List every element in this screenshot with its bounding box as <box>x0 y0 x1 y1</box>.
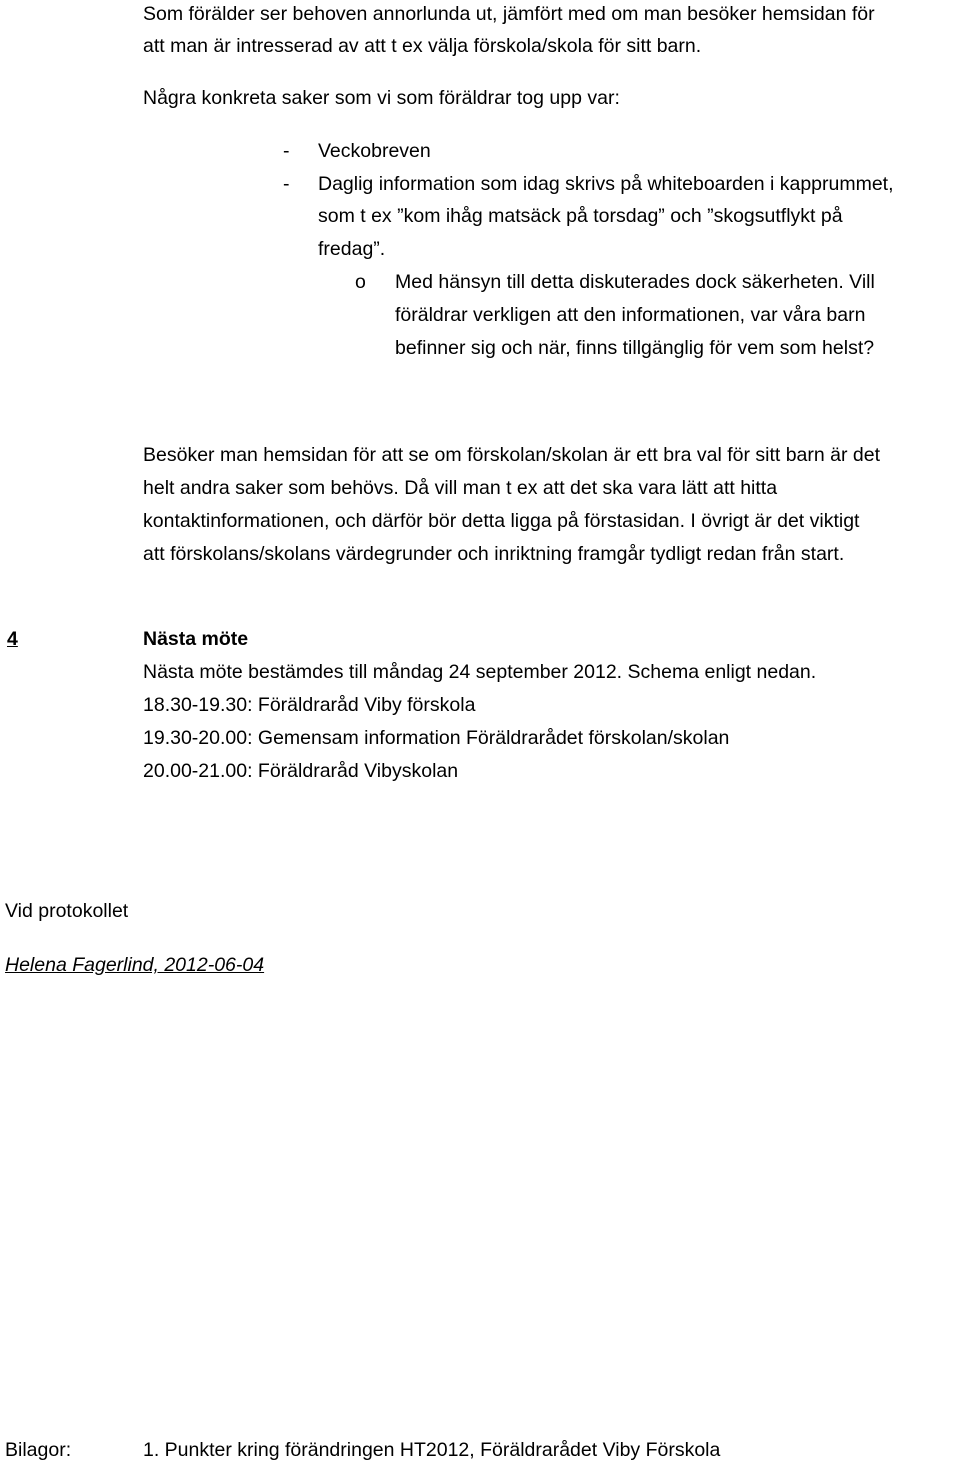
intro-line-1: Som förälder ser behoven annorlunda ut, jämfört med om man besöker hemsidan för <box>143 3 875 25</box>
bullet-item-daglig-line-1: Daglig information som idag skrivs på whiteboarden i kapprummet, <box>318 173 894 195</box>
attachments-label: Bilagor: <box>5 1439 72 1461</box>
paragraph-line-2: helt andra saker som behövs. Då vill man t ex att det ska vara lätt att hitta <box>143 477 778 499</box>
next-meeting-line: Nästa möte bestämdes till måndag 24 september 2012. Schema enligt nedan. <box>143 661 817 683</box>
bullet-item-daglig-line-3: fredag”. <box>318 238 386 260</box>
sub-bullet-marker: o <box>355 271 366 293</box>
bullet-item-daglig-line-2: som t ex ”kom ihåg matsäck på torsdag” och ”skogsutflykt på <box>318 205 843 227</box>
bullet-dash-2: - <box>283 173 290 195</box>
sub-bullet-line-2: föräldrar verkligen att den informationen, var våra barn <box>395 304 866 326</box>
attachment-item-1: 1. Punkter kring förändringen HT2012, Föräldrarådet Viby Förskola <box>143 1439 721 1461</box>
sub-bullet-line-3: befinner sig och när, finns tillgänglig för vem som helst? <box>395 337 875 359</box>
bullet-item-veckobreven: Veckobreven <box>318 140 431 162</box>
bullet-dash-1: - <box>283 140 290 162</box>
paragraph-line-3: kontaktinformationen, och därför bör detta ligga på förstasidan. I övrigt är det viktigt <box>143 510 860 532</box>
intro-lead: Några konkreta saker som vi som föräldrar tog upp var: <box>143 87 620 109</box>
section-number: 4 <box>7 628 18 650</box>
signature-name-date: Helena Fagerlind, 2012-06-04 <box>5 954 265 976</box>
section-title: Nästa möte <box>143 628 249 650</box>
signature-label: Vid protokollet <box>5 900 129 922</box>
paragraph-line-1: Besöker man hemsidan för att se om förskolan/skolan är ett bra val för sitt barn är det <box>143 444 881 466</box>
schedule-item-3: 20.00-21.00: Föräldraråd Vibyskolan <box>143 760 459 782</box>
schedule-item-2: 19.30-20.00: Gemensam information Föräldrarådet förskolan/skolan <box>143 727 730 749</box>
sub-bullet-line-1: Med hänsyn till detta diskuterades dock säkerheten. Vill <box>395 271 875 293</box>
intro-line-2: att man är intresserad av att t ex välja förskola/skola för sitt barn. <box>143 35 702 57</box>
paragraph-line-4: att förskolans/skolans värdegrunder och inriktning framgår tydligt redan från start. <box>143 543 845 565</box>
schedule-item-1: 18.30-19.30: Föräldraråd Viby förskola <box>143 694 476 716</box>
